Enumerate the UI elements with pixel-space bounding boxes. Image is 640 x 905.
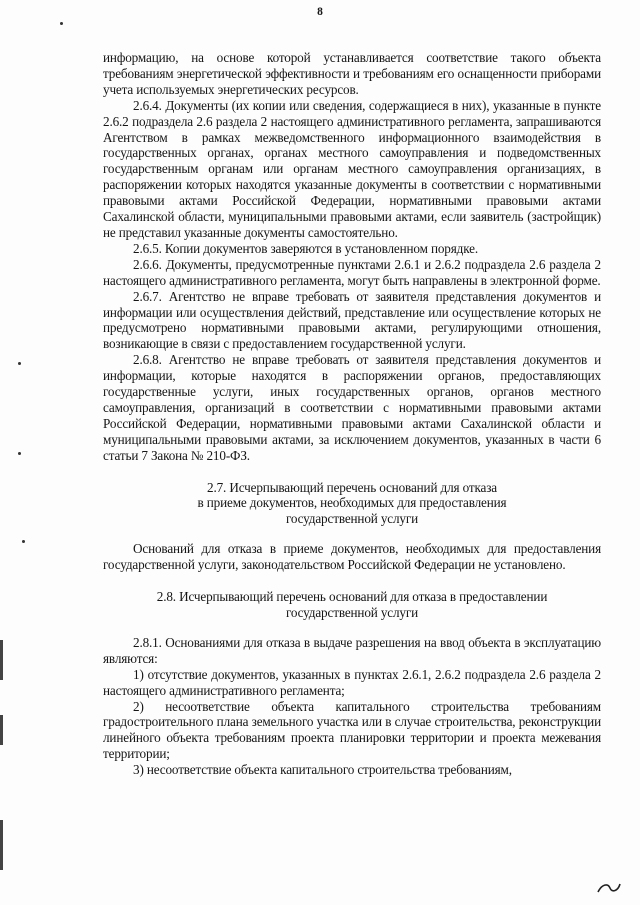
scan-edge-mark xyxy=(0,715,3,745)
paragraph-2-6-4: 2.6.4. Документы (их копии или сведения, содержащиеся в них), указанные в пункте 2.6.2 подраздела 2.6 раздела 2 настоящего административного регламента, запрашиваются Агентством в рамках межведомственного информационного взаимодействия в государственных органах, органах местного самоуправления и подведомственных государственным органам или органам местного самоуправления организациях, в распоряжении которых находятся указанные документы в соответствии с нормативными правовыми актами Российской Федерации, нормативными правовыми актами Сахалинской области, муниципальными правовыми актами, если заявитель (застройщик) не представил указанные документы самостоятельно. xyxy=(103,97,601,240)
scan-edge-mark xyxy=(0,640,3,680)
document-body xyxy=(103,50,601,778)
paragraph-2-6-5: 2.6.5. Копии документов заверяются в установленном порядке. xyxy=(133,240,479,256)
scan-edge-mark xyxy=(0,820,3,870)
scan-dot xyxy=(22,540,25,543)
page-number: 8 xyxy=(317,6,323,18)
paragraph-2-6-6: 2.6.6. Документы, предусмотренные пунктами 2.6.1 и 2.6.2 подраздела 2.6 раздела 2 настоящего административного регламента, могут быть направлены в электронной форме. xyxy=(103,256,601,288)
paragraph-2-6-8: 2.6.8. Агентство не вправе требовать от заявителя представления документов и информации, которые находятся в распоряжении органов, предоставляющих государственные услуги, иных государственных органов, органов местного самоуправления, организаций в соответствии с нормативными правовыми актами Российской Федерации, нормативными правовыми актами Сахалинской области и муниципальными правовыми актами, за исключением документов, указанных в части 6 статьи 7 Закона № 210-ФЗ. xyxy=(103,352,601,463)
handwritten-mark-icon xyxy=(596,881,622,895)
section-2-7-body: Оснований для отказа в приеме документов, необходимых для предоставления государственной услуги, законодательством Российской Федерации не установлено. xyxy=(103,541,601,573)
section-2-7-heading-line2: в приеме документов, необходимых для предоставления xyxy=(197,495,507,511)
list-item-2: 2) несоответствие объекта капитального строительства требованиям градостроительного плана земельного участка или в случае строительства, реконструкции линейного объекта требованиям проекта планировки территории и проекта межевания территории; xyxy=(103,698,601,762)
scan-dot xyxy=(60,22,63,25)
section-2-7-heading-line1: 2.7. Исчерпывающий перечень оснований для отказа xyxy=(207,479,497,495)
scan-dot xyxy=(18,362,21,365)
scan-dot xyxy=(18,452,21,455)
list-item-3: 3) несоответствие объекта капитального строительства требованиям, xyxy=(133,762,512,778)
section-2-8-heading-line2: государственной услуги xyxy=(285,605,419,620)
paragraph-continuation: информацию, на основе которой устанавливается соответствие такого объекта требованиям энергетической эффективности и требованиям его оснащенности приборами учета используемых энергетических ресурсов. xyxy=(103,50,601,97)
section-2-8-heading-line1: 2.8. Исчерпывающий перечень оснований для отказа в предоставлении xyxy=(156,589,548,605)
paragraph-2-6-7: 2.6.7. Агентство не вправе требовать от заявителя представления документов и информации или осуществления действий, представление или осуществление которых не предусмотрено нормативными правовыми актами, регулирующими отношения, возникающие в связи с предоставлением государственной услуги. xyxy=(103,288,601,352)
section-2-7-heading-line3: государственной услуги xyxy=(285,511,419,527)
list-item-1: 1) отсутствие документов, указанных в пунктах 2.6.1, 2.6.2 подраздела 2.6 раздела 2 настоящего административного регламента; xyxy=(103,666,601,698)
paragraph-2-8-1: 2.8.1. Основаниями для отказа в выдаче разрешения на ввод объекта в эксплуатацию являются: xyxy=(103,634,601,666)
